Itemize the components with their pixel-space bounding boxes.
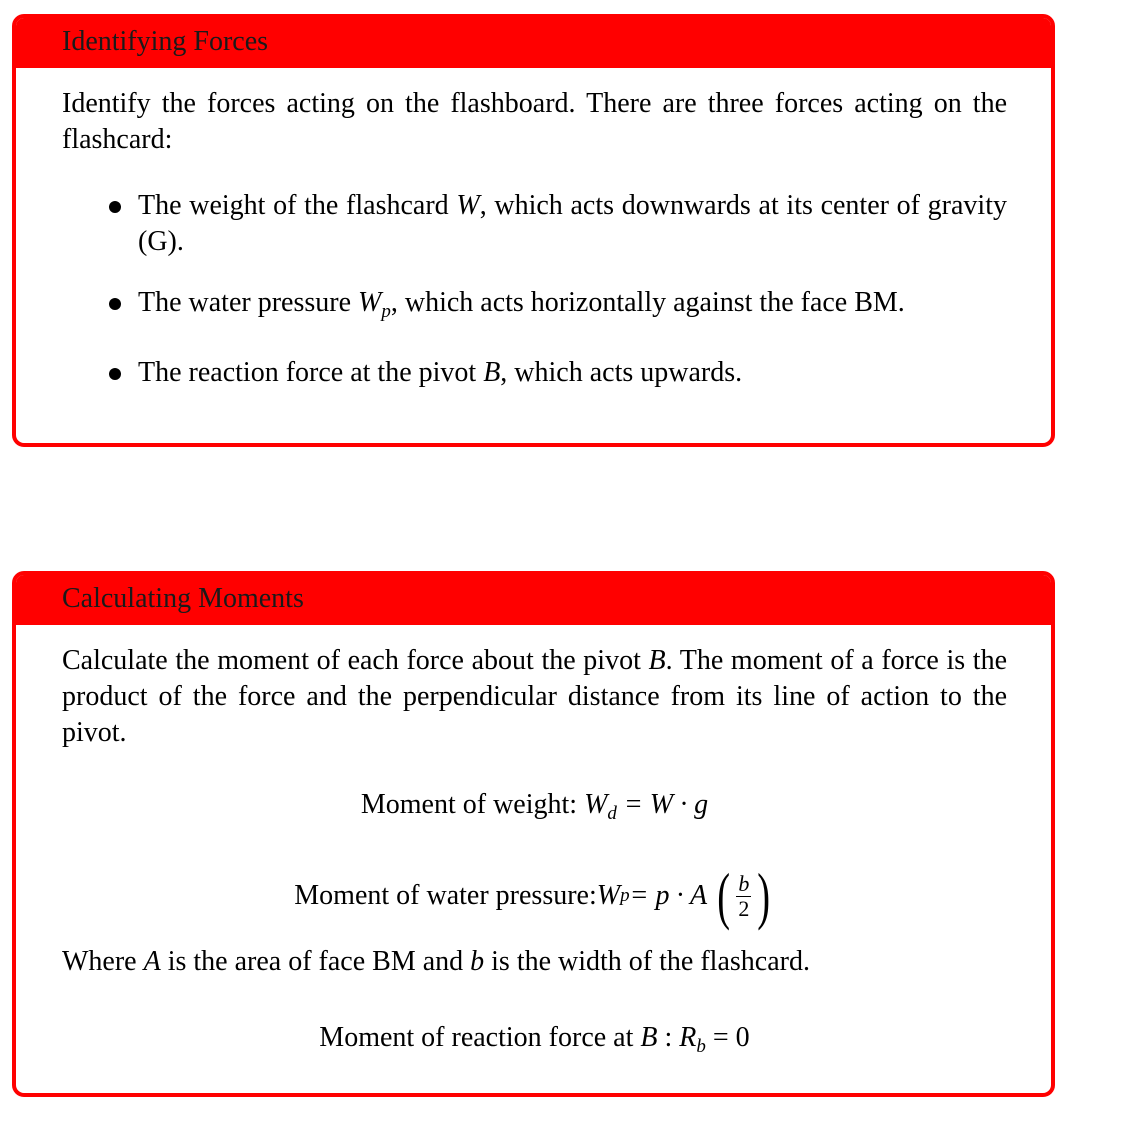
forces-list: [62, 188, 1007, 391]
bullet-icon: [109, 298, 121, 310]
moment-of-water-pressure-equation: Moment of water pressure: W p = p · A ( $\frac{b}{2}$ ): [62, 864, 1007, 928]
list-item: The reaction force at the pivot B, which acts upwards.: [138, 355, 1007, 391]
list-item: The water pressure $W_p$, which acts horizontally against the face BM.: [138, 285, 1007, 330]
bullet-icon: [109, 201, 121, 213]
intro-paragraph: Identify the forces acting on the flashboard. There are three forces acting on the flashcard:: [62, 88, 1007, 155]
fraction-group: [713, 860, 775, 931]
fraction: $\frac{b}{2}$: [738, 870, 750, 921]
box-body: [16, 68, 1051, 391]
intro-paragraph: Calculate the moment of each force about the pivot B. The moment of a force is the product of the force and the perpendicular distance from its line of action to the pivot.: [62, 645, 1008, 748]
left-paren-icon: (: [717, 860, 731, 931]
box-title: Calculating Moments: [16, 575, 1051, 625]
list-item: The weight of the flashcard W, which acts downwards at its center of gravity (G).: [138, 188, 1007, 260]
box-body: [16, 625, 1051, 1065]
moment-of-reaction-equation: Moment of reaction force at B : $R_b = 0$: [319, 1022, 750, 1057]
right-paren-icon: ): [757, 860, 771, 931]
moment-of-weight-equation: Moment of weight: $W_d = W \cdot g$: [360, 789, 709, 824]
where-paragraph: Where A is the area of face BM and b is the width of the flashcard.: [62, 946, 810, 977]
calculating-moments-box: [12, 571, 1055, 1097]
bullet-icon: [109, 368, 121, 380]
box-title: Identifying Forces: [16, 18, 1051, 68]
identifying-forces-box: [12, 14, 1055, 447]
